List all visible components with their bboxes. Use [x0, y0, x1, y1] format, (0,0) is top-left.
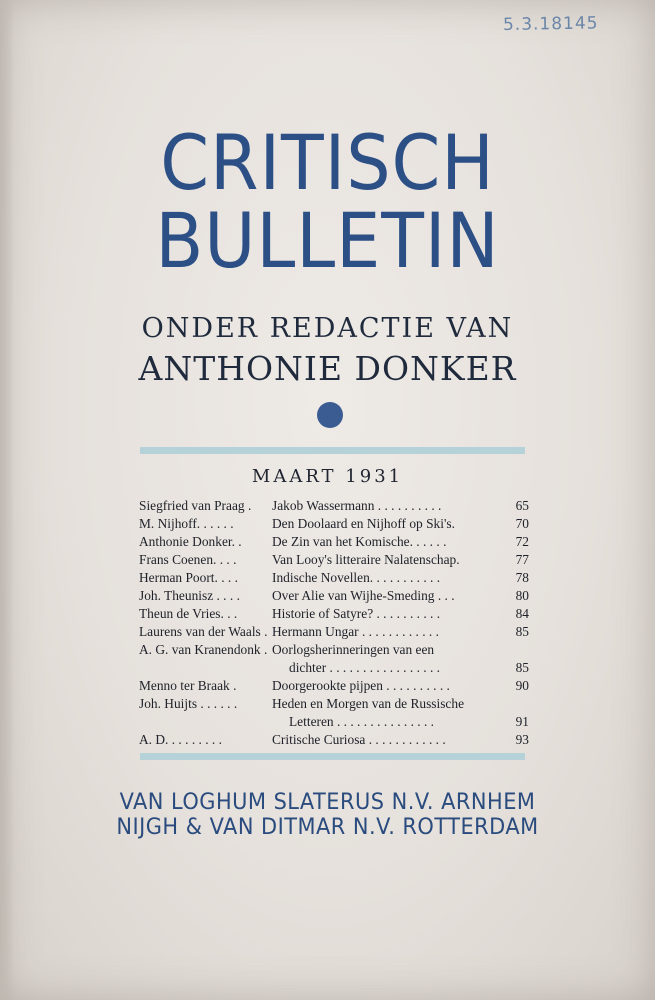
title-line-1: CRITISCH: [160, 118, 495, 207]
toc-author: Menno ter Braak .: [139, 678, 237, 693]
top-divider-rule: [140, 447, 525, 454]
toc-entry: [139, 605, 529, 623]
toc-page-number: 90: [515, 678, 529, 693]
toc-page-number: 65: [515, 498, 529, 513]
toc-author: A. G. van Kranendonk .: [139, 642, 268, 657]
toc-author: Joh. Huijts . . . . . .: [139, 696, 238, 711]
toc-entry: [139, 641, 529, 659]
toc-author: Joh. Theunisz . . . .: [139, 588, 240, 603]
toc-title: Den Doolaard en Nijhoff op Ski's.: [272, 516, 455, 531]
toc-page-number: 80: [515, 588, 529, 603]
editor-name: ANTHONIE DONKER: [138, 349, 517, 388]
toc-page-number: 91: [515, 714, 529, 729]
toc-entry: [139, 533, 529, 551]
toc-title: De Zin van het Komische. . . . . .: [272, 534, 447, 549]
toc-author: Herman Poort. . . .: [139, 570, 238, 585]
toc-entry: [139, 497, 529, 515]
toc-entry: [139, 713, 529, 731]
toc-title: Heden en Morgen van de Russische: [272, 696, 465, 711]
toc-author: Siegfried van Praag .: [139, 498, 252, 513]
toc-title: Hermann Ungar . . . . . . . . . . . .: [272, 624, 439, 639]
toc-entry: [139, 731, 529, 749]
bottom-divider-rule: [140, 753, 525, 760]
toc-page-number: 72: [515, 534, 529, 549]
toc-entry: [139, 659, 529, 677]
toc-page-number: 84: [515, 606, 529, 621]
toc-entry: [139, 551, 529, 569]
toc-entry: [139, 515, 529, 533]
archive-stamp: 5.3.18145: [502, 13, 599, 36]
editor-caption: ONDER REDACTIE VAN: [141, 313, 514, 344]
toc-author: Frans Coenen. . . .: [139, 552, 237, 567]
toc-author: Laurens van der Waals .: [139, 624, 268, 639]
title-line-2: BULLETIN: [155, 196, 500, 285]
ornament-dot: [317, 402, 343, 428]
toc-page-number: 85: [515, 660, 529, 675]
publisher-line-2: NIJGH & VAN DITMAR N.V. ROTTERDAM: [116, 815, 539, 840]
toc-title: Critische Curiosa . . . . . . . . . . . .: [272, 732, 446, 747]
toc-page-number: 70: [515, 516, 529, 531]
toc-author: A. D. . . . . . . . .: [139, 732, 222, 747]
toc-author: Anthonie Donker. .: [139, 534, 242, 549]
cover-edge-shadow: [0, 0, 14, 1000]
issue-date: MAART 1931: [251, 466, 404, 487]
toc-title: Doorgerookte pijpen . . . . . . . . . .: [272, 678, 450, 693]
toc-author: M. Nijhoff. . . . . .: [139, 516, 234, 531]
toc-page-number: 78: [515, 570, 529, 585]
toc-page-number: 93: [515, 732, 529, 747]
table-of-contents: [139, 497, 529, 749]
toc-page-number: 85: [515, 624, 529, 639]
toc-author: Theun de Vries. . .: [139, 606, 238, 621]
toc-title: Over Alie van Wijhe-Smeding . . .: [272, 588, 455, 603]
toc-entry: [139, 677, 529, 695]
toc-title: Letteren . . . . . . . . . . . . . . .: [289, 714, 435, 729]
toc-page-number: 77: [515, 552, 529, 567]
toc-title: Indische Novellen. . . . . . . . . . .: [272, 570, 441, 585]
toc-entry: [139, 623, 529, 641]
toc-title: Jakob Wassermann . . . . . . . . . .: [272, 498, 442, 513]
publisher-line-1: VAN LOGHUM SLATERUS N.V. ARNHEM: [119, 790, 536, 815]
toc-title: dichter . . . . . . . . . . . . . . . . .: [289, 660, 440, 675]
toc-title: Van Looy's litteraire Nalatenschap.: [272, 552, 460, 567]
toc-title: Oorlogsherinneringen van een: [272, 642, 435, 657]
toc-entry: [139, 695, 529, 713]
toc-entry: [139, 569, 529, 587]
toc-entry: [139, 587, 529, 605]
toc-title: Historie of Satyre? . . . . . . . . . .: [272, 606, 441, 621]
